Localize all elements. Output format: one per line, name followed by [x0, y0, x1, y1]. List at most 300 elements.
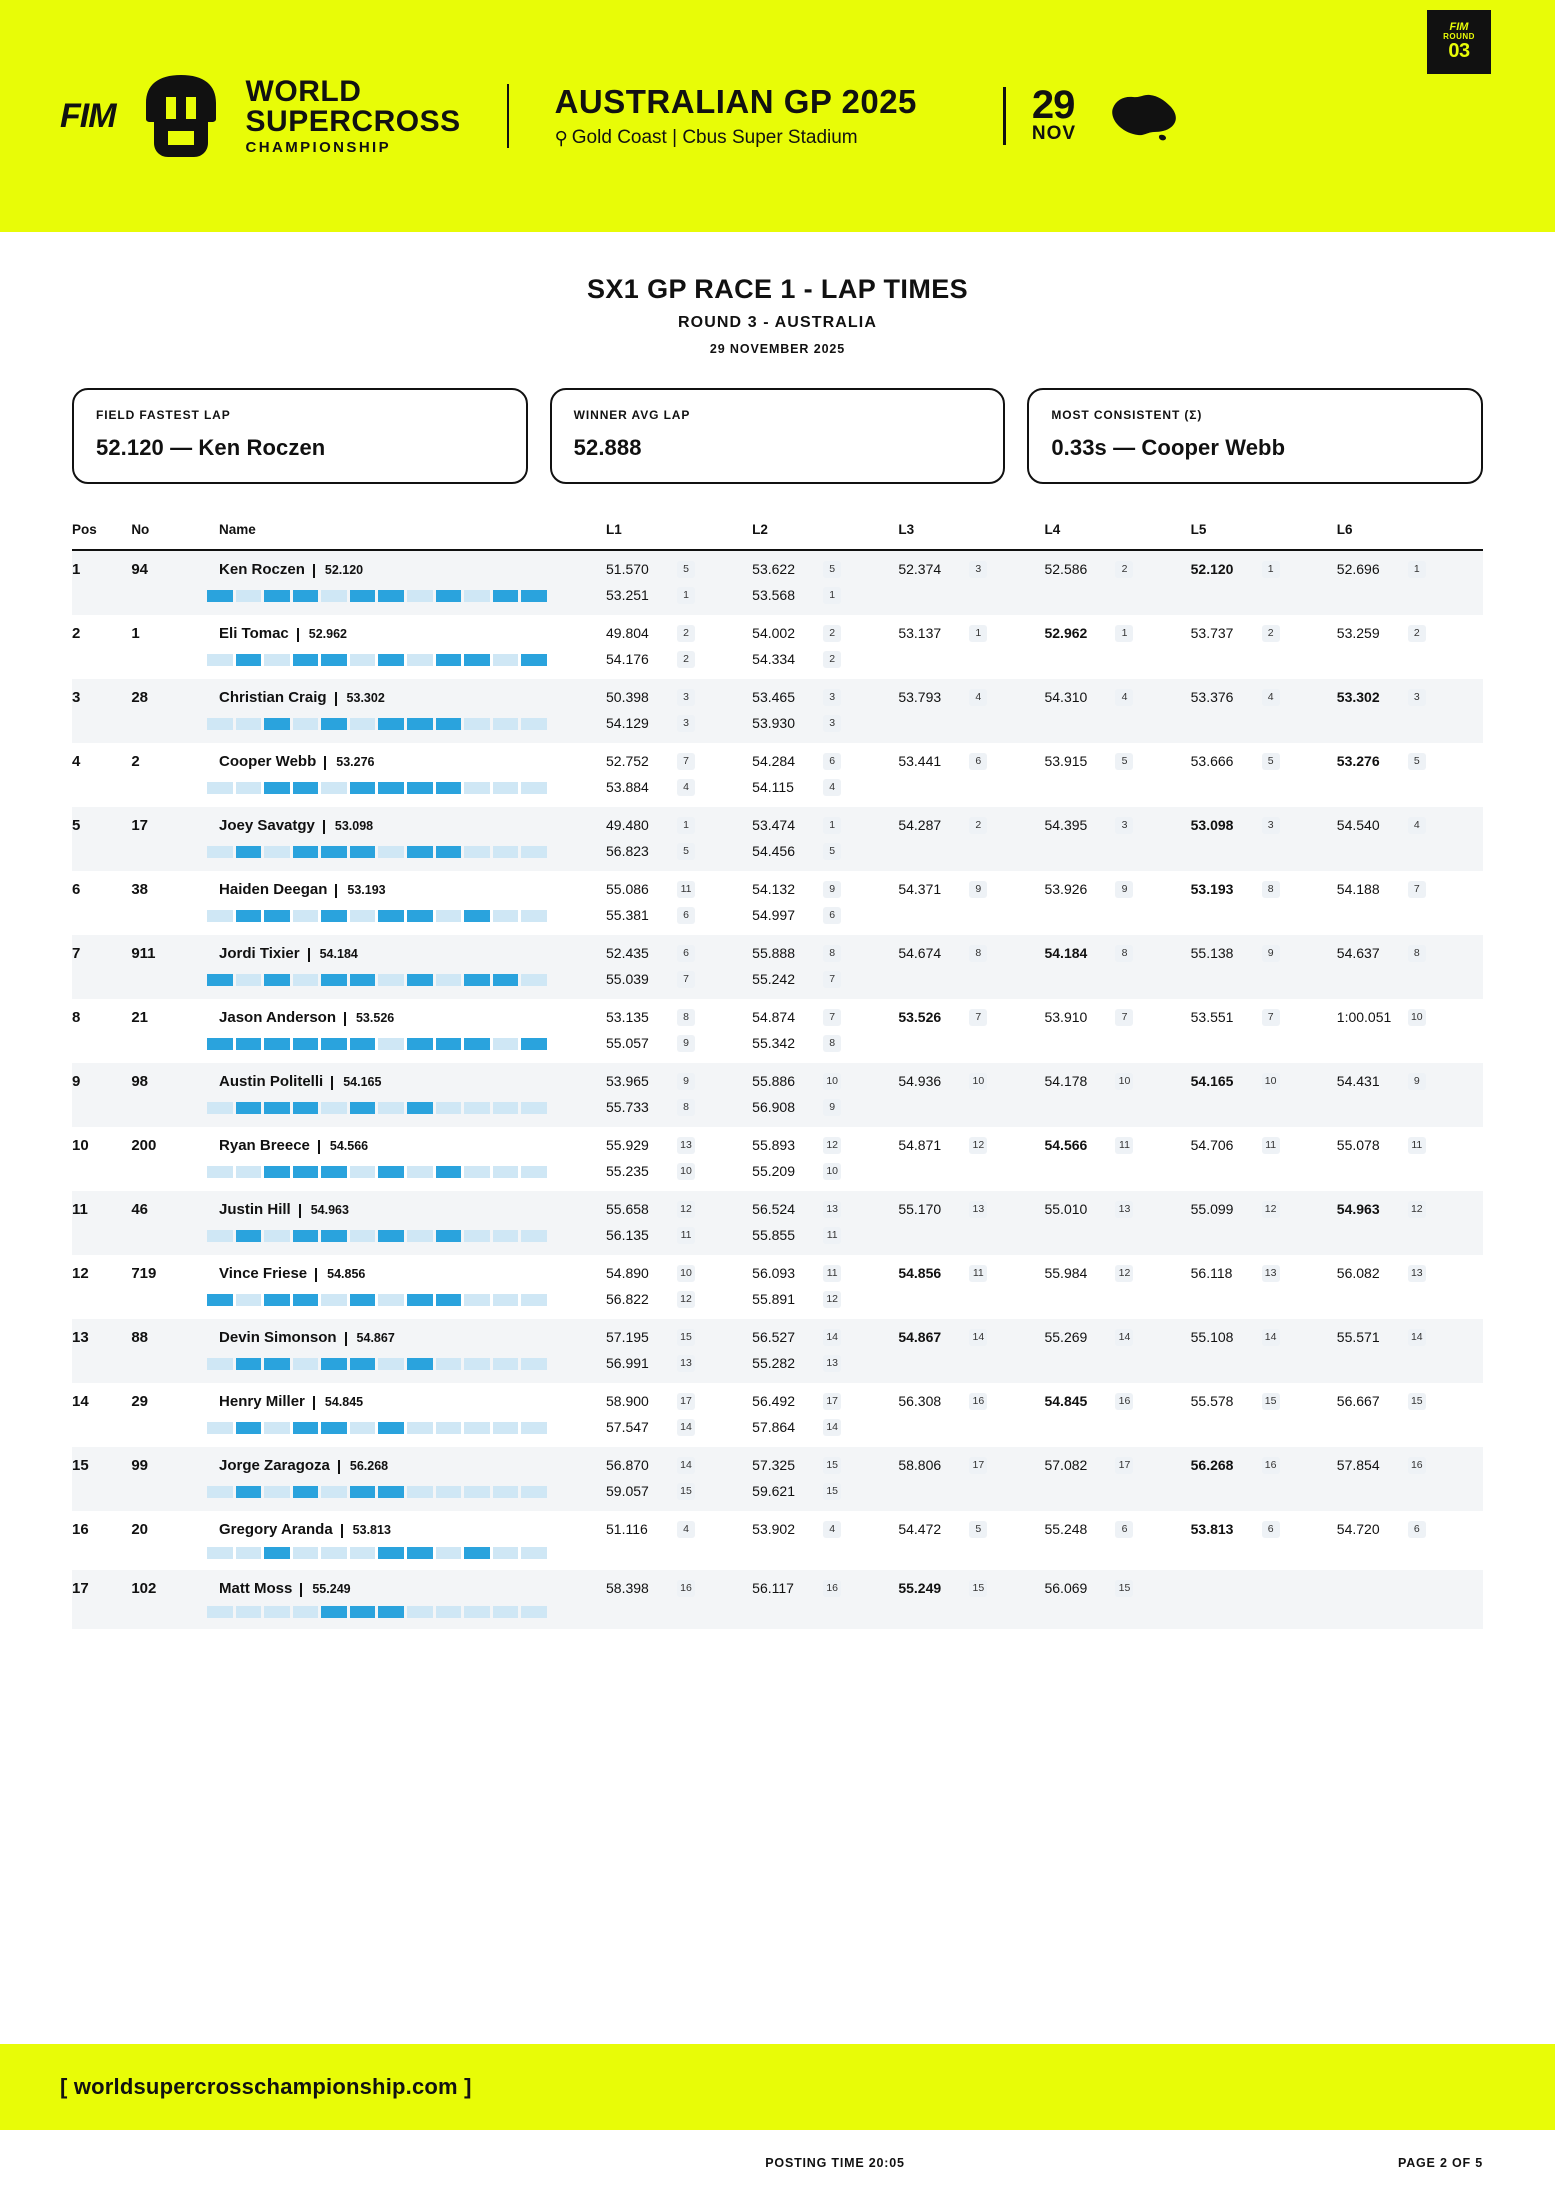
table-row: [72, 743, 1483, 779]
lap-bar-chart: [207, 590, 547, 602]
cell-lap-bar-chart: [72, 1227, 606, 1255]
cell-lap-time: [752, 1163, 898, 1191]
lap-bar-segment: [293, 718, 319, 730]
column-header-l6: L6: [1337, 522, 1483, 550]
lap-bar-segment: [378, 1606, 404, 1618]
cell-lap-time: [752, 1483, 898, 1511]
lap-bar-segment: [236, 910, 262, 922]
lap-bar-segment: [521, 718, 547, 730]
lap-bar-segment: [378, 974, 404, 986]
lap-rank-badge: 9: [823, 1099, 841, 1116]
lap-rank-badge: 8: [1115, 945, 1133, 962]
lap-time-value: 57.195: [606, 1329, 649, 1345]
cell-lap-time: [752, 1127, 898, 1163]
lap-time-value: 54.706: [1190, 1137, 1234, 1153]
cell-lap-time: [752, 1319, 898, 1355]
rider-name-label: Haiden Deegan: [219, 881, 328, 898]
lap-time-value: 55.242: [752, 971, 795, 987]
lap-bar-segment: [321, 1422, 347, 1434]
cell-lap-time: [1191, 779, 1337, 807]
lap-bar-chart: [207, 1294, 547, 1306]
lap-time-value: 54.284: [752, 753, 795, 769]
lap-bar-segment: [350, 846, 376, 858]
cell-lap-time: [1044, 1511, 1190, 1547]
cell-lap-time: [1191, 1383, 1337, 1419]
table-header-row: [72, 522, 1483, 550]
footer-page-number: PAGE 2 OF 5: [1398, 2156, 1483, 2170]
rider-name-label: Vince Friese: [219, 1265, 308, 1282]
cell-lap-time: [606, 587, 752, 615]
table-row-secondary: [72, 971, 1483, 999]
cell-lap-time: [1044, 587, 1190, 615]
lap-bar-segment: [378, 1294, 404, 1306]
lap-bar-segment: [407, 590, 433, 602]
lap-time-value: 54.002: [752, 625, 795, 641]
cell-lap-time: [898, 1035, 1044, 1063]
cell-rider-name: [219, 999, 606, 1035]
lap-time-value: 56.908: [752, 1099, 795, 1115]
lap-time-value: 56.268: [1190, 1457, 1234, 1473]
lap-time-value: 54.431: [1336, 1073, 1380, 1089]
card-value: 52.120 — Ken Roczen: [96, 435, 326, 460]
cell-lap-time: [1044, 1483, 1190, 1511]
table-row: [72, 1127, 1483, 1163]
table-row: [72, 1255, 1483, 1291]
lap-rank-badge: 12: [1408, 1201, 1426, 1218]
rider-name-label: Jason Anderson: [219, 1009, 336, 1026]
cell-lap-time: [1337, 999, 1483, 1035]
rider-name-label: Ryan Breece: [219, 1137, 310, 1154]
table-row: [72, 871, 1483, 907]
lap-rank-badge: 10: [677, 1265, 695, 1282]
cell-rider-number: 200: [131, 1137, 157, 1154]
cell-lap-time: [752, 1255, 898, 1291]
cell-lap-bar-chart: [72, 1035, 606, 1063]
lap-bar-chart: [207, 1547, 547, 1559]
lap-rank-badge: 12: [1115, 1265, 1133, 1282]
cell-rider-number: 99: [131, 1447, 219, 1483]
column-header-l2: L2: [752, 522, 898, 550]
lap-bar-segment: [436, 1422, 462, 1434]
lap-bar-segment: [378, 1486, 404, 1498]
lap-bar-segment: [378, 654, 404, 666]
cell-rider-name: [219, 1255, 606, 1291]
cell-lap-time: [1337, 907, 1483, 935]
lap-time-value: 53.465: [752, 689, 795, 705]
lap-rank-badge: 5: [969, 1521, 987, 1538]
wordmark-line-1: WORLD: [245, 74, 362, 108]
lap-bar-segment: [378, 1102, 404, 1114]
cell-lap-time: [1191, 587, 1337, 615]
lap-rank-badge: 9: [823, 881, 841, 898]
cell-lap-time: [752, 1355, 898, 1383]
lap-bar-segment: [264, 1038, 290, 1050]
lap-time-value: 54.310: [1044, 689, 1088, 705]
lap-time-value: 54.115: [752, 779, 794, 795]
lap-bar-segment: [436, 1547, 462, 1559]
lap-rank-badge: 15: [823, 1483, 841, 1500]
name-separator: [313, 564, 315, 578]
cell-position: 17: [72, 1570, 131, 1606]
lap-bar-segment: [207, 590, 233, 602]
cell-lap-time: [752, 907, 898, 935]
lap-bar-segment: [378, 1547, 404, 1559]
lap-bar-segment: [264, 590, 290, 602]
cell-lap-time: [1337, 779, 1483, 807]
lap-time-value: 57.864: [752, 1419, 795, 1435]
lap-rank-badge: 16: [1262, 1457, 1280, 1474]
fim-logo: FIM: [60, 96, 116, 135]
rider-best-lap: 53.193: [347, 883, 386, 897]
cell-lap-time: [1337, 971, 1483, 999]
cell-lap-time: [1191, 999, 1337, 1035]
cell-lap-time: [1191, 1227, 1337, 1255]
lap-rank-badge: 14: [677, 1419, 695, 1436]
lap-rank-badge: 10: [823, 1163, 841, 1180]
lap-rank-badge: 8: [1262, 881, 1280, 898]
table-row-secondary: [72, 715, 1483, 743]
cell-lap-time: [606, 871, 752, 907]
name-separator: [344, 1012, 346, 1026]
lap-time-value: 55.248: [1044, 1521, 1088, 1537]
rider-best-lap: 54.963: [310, 1203, 349, 1217]
cell-lap-time: [606, 679, 752, 715]
lap-time-value: 51.570: [606, 561, 649, 577]
lap-bar-segment: [407, 1166, 433, 1178]
lap-time-value: 55.039: [606, 971, 649, 987]
lap-bar-segment: [407, 782, 433, 794]
cell-lap-time: [1044, 550, 1190, 587]
rider-best-lap: 56.268: [349, 1459, 389, 1473]
lap-bar-segment: [436, 654, 462, 666]
lap-bar-chart: [207, 1358, 547, 1370]
lap-rank-badge: 11: [1262, 1137, 1280, 1154]
cell-position: 4: [72, 753, 81, 770]
lap-rank-badge: 13: [823, 1201, 841, 1218]
cell-lap-time: [752, 1227, 898, 1255]
lap-time-value: 55.929: [606, 1137, 649, 1153]
cell-lap-time: [898, 935, 1044, 971]
rider-name-label: Jorge Zaragoza: [219, 1457, 330, 1474]
lap-rank-badge: 16: [1115, 1393, 1133, 1410]
rider-best-lap: 54.165: [343, 1075, 382, 1089]
cell-lap-bar-chart: [72, 1099, 606, 1127]
cell-lap-time: [898, 1099, 1044, 1127]
table-row-secondary: [72, 1227, 1483, 1255]
cell-lap-time: [606, 1319, 752, 1355]
lap-time-value: 55.658: [606, 1201, 649, 1217]
cell-lap-time: [752, 1570, 898, 1606]
lap-bar-segment: [521, 1102, 547, 1114]
cell-lap-time: [606, 1255, 752, 1291]
lap-time-value: 54.674: [898, 945, 942, 961]
lap-rank-badge: 4: [823, 779, 841, 796]
lap-bar-segment: [264, 1606, 290, 1618]
lap-bar-segment: [378, 1166, 404, 1178]
lap-bar-segment: [436, 910, 462, 922]
rider-best-lap: 54.845: [324, 1395, 364, 1409]
lap-rank-badge: 2: [823, 651, 841, 668]
lap-rank-badge: 6: [677, 945, 695, 962]
lap-time-value: 54.129: [606, 715, 649, 731]
lap-bar-segment: [293, 1038, 319, 1050]
lap-time-value: 53.137: [898, 625, 942, 641]
lap-bar-segment: [207, 1358, 233, 1370]
lap-time-value: 52.752: [606, 753, 649, 769]
lap-bar-chart: [207, 1102, 547, 1114]
cell-rider-number: 28: [131, 679, 219, 715]
lap-bar-segment: [321, 1547, 347, 1559]
lap-rank-badge: 3: [823, 689, 841, 706]
cell-lap-time: [752, 999, 898, 1035]
lap-bar-segment: [293, 1547, 319, 1559]
lap-rank-badge: 1: [823, 817, 841, 834]
cell-lap-time: [898, 1255, 1044, 1291]
cell-lap-time: [606, 1035, 752, 1063]
lap-rank-badge: 4: [677, 779, 695, 796]
cell-position: 9: [72, 1063, 131, 1099]
cell-position: 14: [72, 1393, 89, 1410]
lap-rank-badge: 17: [677, 1393, 695, 1410]
cell-lap-time: [752, 1191, 898, 1227]
card-value: 0.33s — Cooper Webb: [1051, 435, 1286, 460]
cell-lap-time: [1044, 1127, 1190, 1163]
rider-best-lap: 54.184: [319, 947, 358, 961]
lap-time-value: 54.720: [1336, 1521, 1380, 1537]
lap-rank-badge: 13: [677, 1355, 695, 1372]
lap-time-value: 54.456: [752, 843, 795, 859]
cell-lap-time: [606, 1355, 752, 1383]
lap-bar-segment: [378, 1038, 404, 1050]
lap-rank-badge: 9: [1408, 1073, 1426, 1090]
lap-time-value: 54.867: [898, 1329, 942, 1345]
cell-lap-time: [1191, 971, 1337, 999]
lap-bar-segment: [321, 1486, 347, 1498]
cell-lap-time: [1044, 1291, 1190, 1319]
lap-bar-segment: [493, 1038, 519, 1050]
cell-lap-time: [1191, 1127, 1337, 1163]
lap-bar-segment: [521, 1547, 547, 1559]
cell-lap-time: [752, 779, 898, 807]
lap-rank-badge: 16: [1408, 1457, 1426, 1474]
table-row: [72, 615, 1483, 651]
cell-lap-bar-chart: [72, 779, 606, 807]
table-row: [72, 999, 1483, 1035]
lap-bar-chart: [207, 1606, 547, 1618]
lap-rank-badge: 15: [1262, 1393, 1280, 1410]
cell-rider-name: [219, 550, 606, 587]
table-row: [72, 807, 1483, 843]
column-header-l3: L3: [898, 522, 1044, 550]
lap-bar-segment: [464, 910, 490, 922]
cell-lap-time: [898, 907, 1044, 935]
cell-lap-time: [606, 1419, 752, 1447]
lap-rank-badge: 9: [1262, 945, 1280, 962]
lap-bar-segment: [464, 1606, 490, 1618]
cell-lap-time: [1337, 1447, 1483, 1483]
lap-bar-segment: [493, 782, 519, 794]
lap-rank-badge: 1: [823, 587, 841, 604]
lap-time-value: 53.930: [752, 715, 795, 731]
cell-lap-time: [606, 1511, 752, 1547]
cell-lap-time: [1337, 587, 1483, 615]
lap-bar-segment: [321, 1166, 347, 1178]
lap-bar-segment: [464, 1102, 490, 1114]
lap-rank-badge: 14: [1408, 1329, 1426, 1346]
table-row: [72, 1191, 1483, 1227]
lap-bar-segment: [207, 1294, 233, 1306]
lap-bar-segment: [350, 654, 376, 666]
event-date-month: NOV: [1031, 123, 1077, 144]
lap-bar-segment: [293, 1294, 319, 1306]
name-separator: [318, 1140, 320, 1154]
cell-lap-time: [1337, 550, 1483, 587]
lap-bar-segment: [350, 1166, 376, 1178]
cell-lap-time: [1044, 843, 1190, 871]
lap-rank-badge: 12: [677, 1201, 695, 1218]
lap-time-value: 53.526: [898, 1009, 942, 1025]
lap-bar-segment: [350, 590, 376, 602]
lap-bar-segment: [207, 654, 233, 666]
cell-lap-time: [752, 1511, 898, 1547]
lap-time-value: 52.962: [1044, 625, 1088, 641]
rider-name-label: Austin Politelli: [219, 1073, 324, 1090]
lap-bar-segment: [293, 654, 319, 666]
lap-rank-badge: 15: [1408, 1393, 1426, 1410]
lap-time-value: 54.395: [1044, 817, 1088, 833]
lap-rank-badge: 3: [1262, 817, 1280, 834]
lap-bar-segment: [350, 1606, 376, 1618]
lap-bar-segment: [236, 718, 262, 730]
lap-time-value: 53.376: [1190, 689, 1234, 705]
cell-lap-time: [1337, 1099, 1483, 1127]
round-badge-label: ROUND: [1443, 32, 1475, 42]
cell-lap-time: [898, 1163, 1044, 1191]
lap-rank-badge: 13: [969, 1201, 987, 1218]
lap-rank-badge: 9: [677, 1035, 695, 1052]
footer-url[interactable]: [ worldsupercrosschampionship.com ]: [60, 2074, 472, 2099]
lap-bar-chart: [207, 1038, 547, 1050]
lap-bar-chart: [207, 1166, 547, 1178]
cell-rider-name: [219, 679, 606, 715]
lap-bar-segment: [350, 910, 376, 922]
cell-lap-time: [606, 743, 752, 779]
name-separator: [323, 820, 325, 834]
table-row: [72, 1063, 1483, 1099]
lap-rank-badge: 11: [677, 1227, 695, 1244]
cell-lap-time: [1191, 1191, 1337, 1227]
lap-bar-segment: [464, 974, 490, 986]
cell-lap-time: [1337, 935, 1483, 971]
table-row-secondary: [72, 1419, 1483, 1447]
event-date-block: [1003, 83, 1180, 145]
cell-lap-bar-chart: [72, 843, 606, 871]
cell-lap-time: [1191, 1319, 1337, 1355]
cell-lap-time: [1337, 1035, 1483, 1063]
lap-bar-segment: [293, 590, 319, 602]
cell-lap-time: [1044, 1570, 1190, 1606]
cell-lap-time: [1044, 807, 1190, 843]
cell-lap-bar-chart: [72, 715, 606, 743]
lap-time-value: 56.527: [752, 1329, 795, 1345]
lap-bar-segment: [378, 1358, 404, 1370]
lap-rank-badge: 8: [677, 1009, 695, 1026]
name-separator: [335, 884, 337, 898]
lap-time-value: 55.235: [606, 1163, 649, 1179]
cell-lap-time: [606, 907, 752, 935]
lap-time-value: 55.282: [752, 1355, 795, 1371]
lap-time-value: 53.737: [1190, 625, 1234, 641]
lap-time-value: 55.886: [752, 1073, 795, 1089]
cell-lap-time: [606, 1127, 752, 1163]
card-value: 52.888: [573, 435, 642, 460]
cell-lap-time: [752, 971, 898, 999]
lap-time-value: 55.733: [606, 1099, 649, 1115]
lap-bar-segment: [264, 846, 290, 858]
cell-lap-bar-chart: [72, 1355, 606, 1383]
lap-bar-segment: [493, 1294, 519, 1306]
cell-lap-time: [1191, 1511, 1337, 1547]
lap-bar-segment: [493, 1230, 519, 1242]
table-row-secondary: [72, 1035, 1483, 1063]
name-separator: [300, 1583, 302, 1597]
cell-lap-time: [1191, 1606, 1337, 1629]
cell-rider-name: [219, 1319, 606, 1355]
rider-name-label: Cooper Webb: [219, 753, 317, 770]
card-label: MOST CONSISTENT (Σ): [1051, 408, 1203, 422]
lap-bar-segment: [321, 974, 347, 986]
lap-bar-segment: [521, 1294, 547, 1306]
cell-lap-time: [898, 807, 1044, 843]
name-separator: [345, 1332, 347, 1346]
column-header-name: Name: [219, 522, 606, 550]
cell-rider-number: 1: [131, 625, 140, 642]
lap-time-value: 55.057: [606, 1035, 649, 1051]
cell-rider-name: [219, 935, 606, 971]
lap-bar-segment: [321, 910, 347, 922]
cell-lap-time: [1044, 615, 1190, 651]
lap-time-value: 56.135: [606, 1227, 649, 1243]
location-pin-icon: ⚲: [554, 127, 568, 148]
lap-time-value: 58.900: [606, 1393, 649, 1409]
cell-lap-bar-chart: [72, 587, 606, 615]
lap-rank-badge: 8: [1408, 945, 1426, 962]
lap-rank-badge: 17: [823, 1393, 841, 1410]
lap-time-value: 55.893: [752, 1137, 795, 1153]
lap-bar-segment: [464, 1230, 490, 1242]
rider-name-label: Christian Craig: [219, 689, 327, 706]
cell-lap-time: [898, 550, 1044, 587]
lap-bar-chart: [207, 974, 547, 986]
table-row-secondary: [72, 779, 1483, 807]
lap-time-value: 53.441: [898, 753, 942, 769]
lap-bar-segment: [521, 1230, 547, 1242]
lap-time-value: 51.116: [606, 1521, 648, 1537]
lap-bar-segment: [464, 718, 490, 730]
lap-bar-segment: [493, 846, 519, 858]
lap-bar-segment: [493, 590, 519, 602]
lap-time-value: 58.806: [898, 1457, 942, 1473]
cell-lap-time: [1337, 679, 1483, 715]
cell-lap-time: [1337, 1319, 1483, 1355]
cell-position: 3: [72, 679, 131, 715]
lap-rank-badge: 15: [1115, 1580, 1133, 1597]
lap-time-value: 54.874: [752, 1009, 795, 1025]
lap-time-value: 55.342: [752, 1035, 795, 1051]
event-venue: [555, 127, 917, 149]
lap-time-value: 54.871: [898, 1137, 942, 1153]
lap-rank-badge: 14: [823, 1329, 841, 1346]
